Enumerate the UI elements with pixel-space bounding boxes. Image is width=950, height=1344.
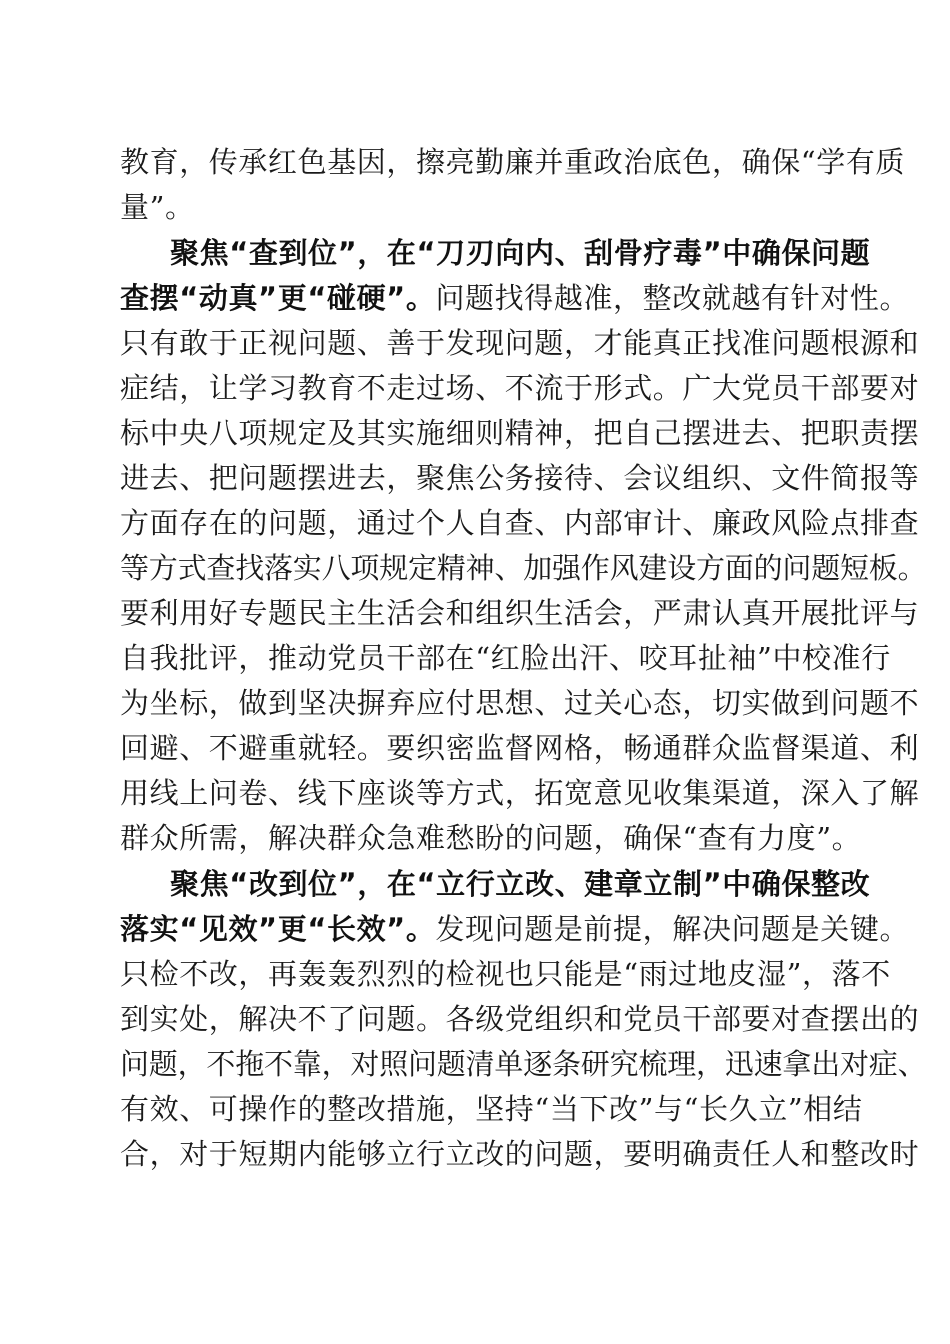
text-line: 到实处，解决不了问题。各级党组织和党员干部要对查摆出的 [120,1002,920,1036]
text-line: 进去、把问题摆进去，聚焦公务接待、会议组织、文件简报等 [120,461,920,495]
section-heading-check: 聚焦“查到位”，在“刀刃向内、刮骨疗毒”中确保问题 [170,236,871,270]
text-line: 群众所需，解决群众急难愁盼的问题，确保“查有力度”。 [120,821,862,855]
section-heading-check-cont: 查摆“动真”更“碰硬”。 [120,281,436,315]
text-line: 只有敢于正视问题、善于发现问题，才能真正找准问题根源和 [120,326,920,360]
text-line: 症结，让学习教育不走过场、不流于形式。广大党员干部要对 [120,371,920,405]
text-line: 问题，不拖不靠，对照问题清单逐条研究梳理，迅速拿出对症、 [120,1047,927,1081]
text-span: 发现问题是前提，解决问题是关键。 [435,912,910,946]
text-line: 回避、不避重就轻。要织密监督网格，畅通群众监督渠道、利 [120,731,920,765]
section-heading-fix: 聚焦“改到位”，在“立行立改、建章立制”中确保整改 [170,867,871,901]
text-line: 量”。 [120,190,195,224]
text-line: 等方式查找落实八项规定精神、加强作风建设方面的问题短板。 [120,551,927,585]
text-line: 教育，传承红色基因，擦亮勤廉并重政治底色，确保“学有质 [120,145,906,179]
text-line [120,281,909,315]
text-line: 要利用好专题民主生活会和组织生活会，严肃认真开展批评与 [120,596,920,630]
text-span: 问题找得越准，整改就越有针对性。 [435,281,910,315]
text-line: 为坐标，做到坚决摒弃应付思想、过关心态，切实做到问题不 [120,686,920,720]
text-line: 自我批评，推动党员干部在“红脸出汗、咬耳扯袖”中校准行 [120,641,891,675]
text-line: 用线上问卷、线下座谈等方式，拓宽意见收集渠道，深入了解 [120,776,920,810]
text-line: 方面存在的问题，通过个人自查、内部审计、廉政风险点排查 [120,506,920,540]
text-line: 只检不改，再轰轰烈烈的检视也只能是“雨过地皮湿”，落不 [120,957,891,991]
text-line: 合，对于短期内能够立行立改的问题，要明确责任人和整改时 [120,1137,920,1171]
text-line [120,912,909,946]
section-heading-fix-cont: 落实“见效”更“长效”。 [120,912,436,946]
text-line: 标中央八项规定及其实施细则精神，把自己摆进去、把职责摆 [120,416,920,450]
text-line: 有效、可操作的整改措施，坚持“当下改”与“长久立”相结 [120,1092,863,1126]
